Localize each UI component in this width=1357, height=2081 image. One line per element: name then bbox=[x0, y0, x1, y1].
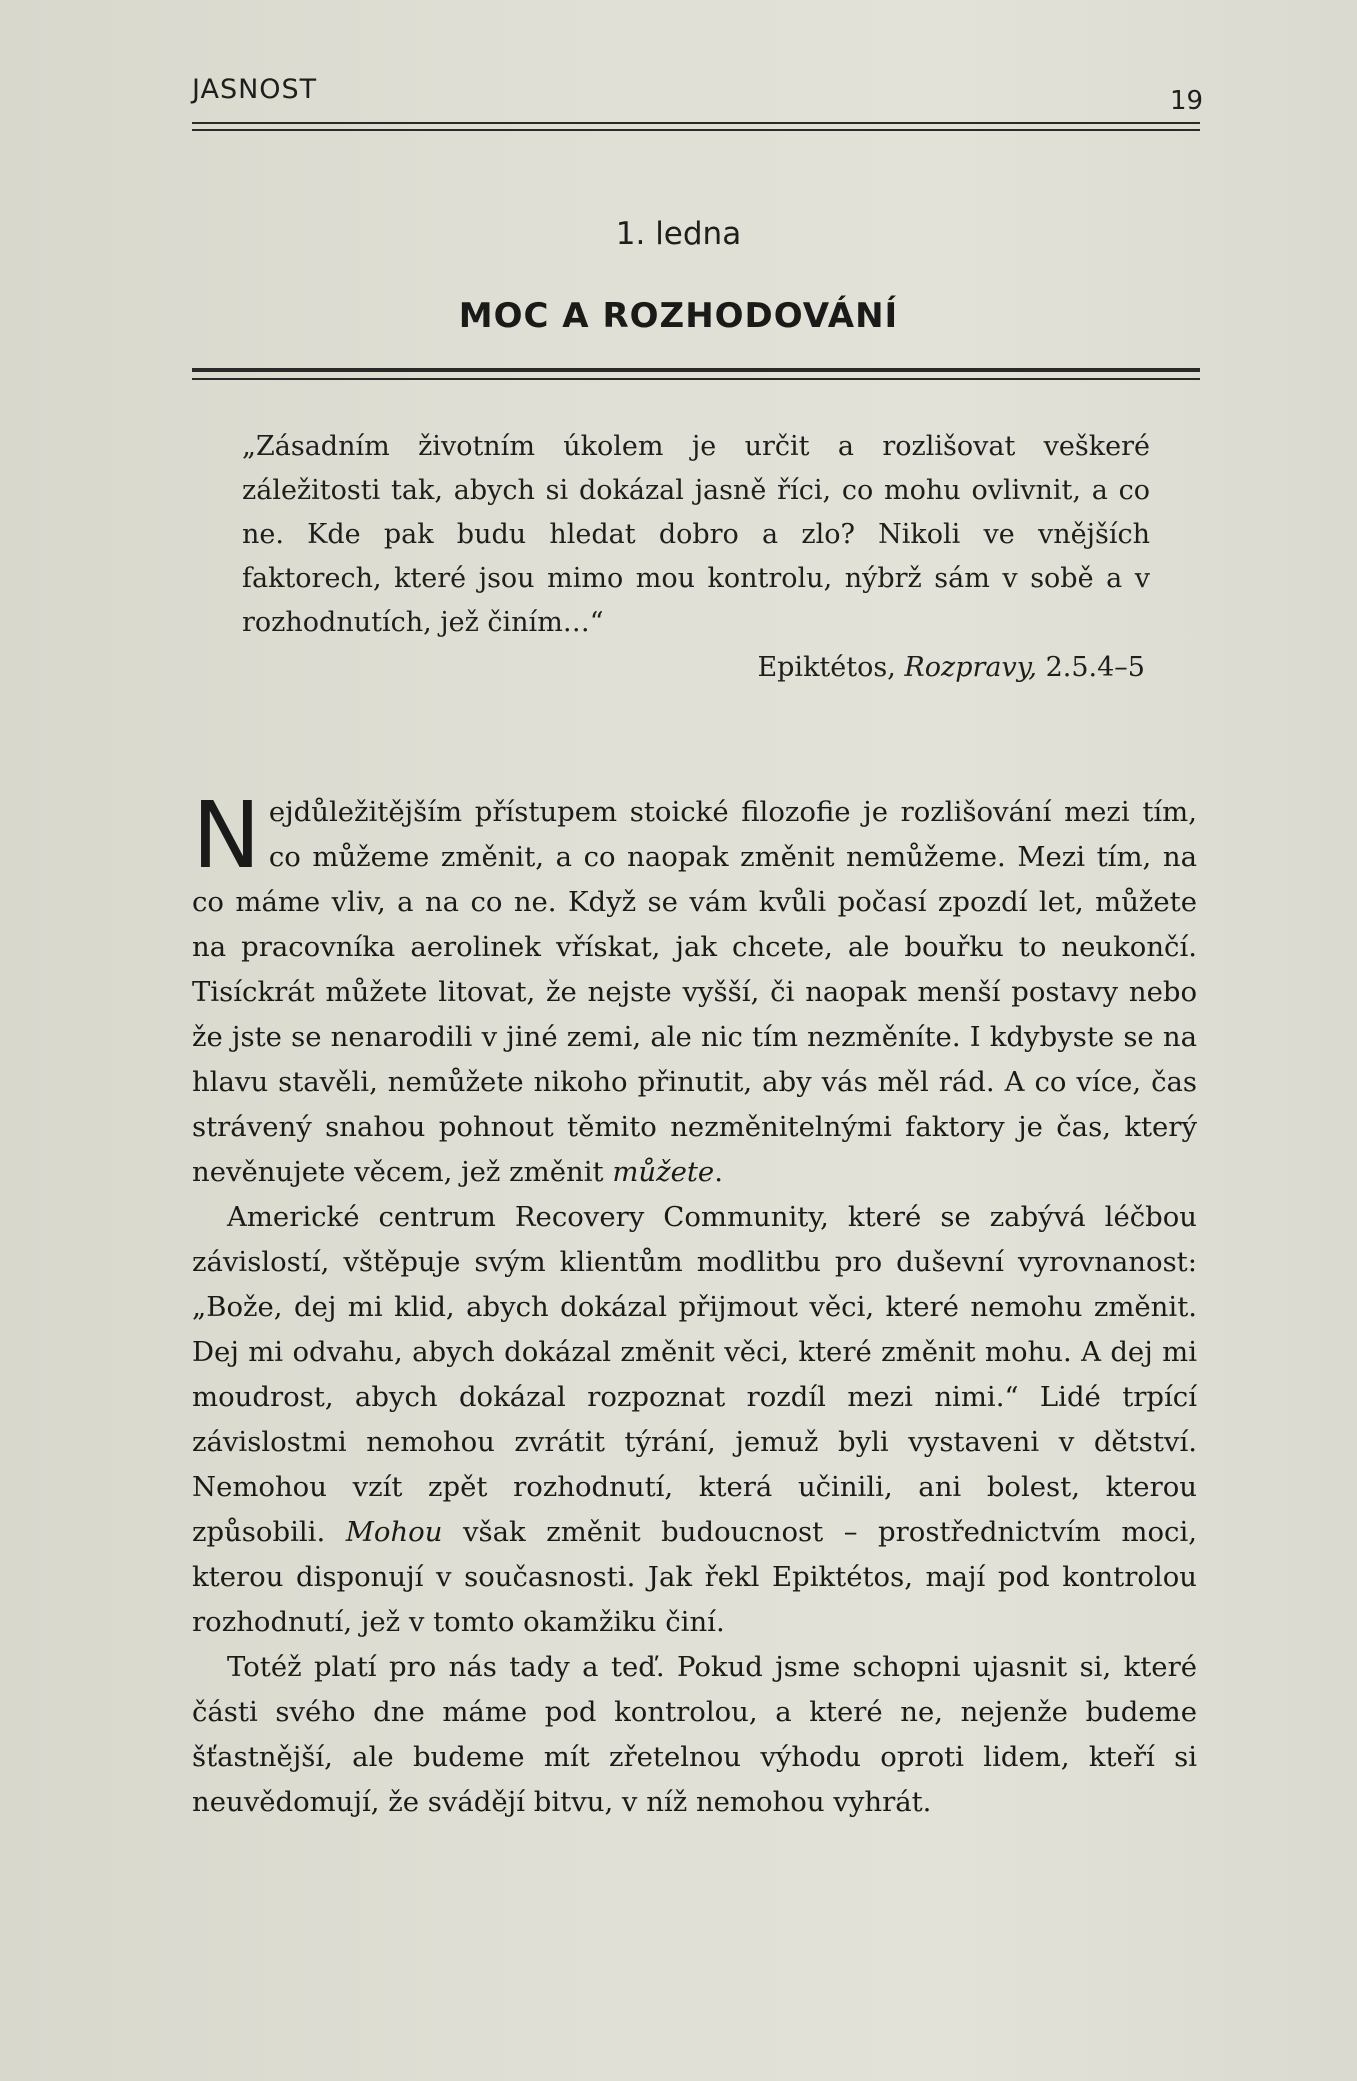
chapter-title: MOC A ROZHODOVÁNÍ bbox=[458, 296, 899, 336]
paragraph-2 bbox=[192, 1195, 1197, 1645]
epigraph-attribution bbox=[560, 652, 1145, 683]
body-text bbox=[192, 782, 1197, 1825]
paragraph-1-end: . bbox=[714, 1156, 723, 1188]
paragraph-2-end: však změnit budoucnost – prostřednictvím moci, kterou disponují v současnosti. Jak řekl Epiktétos, mají pod kontrolou rozhodnutí, jež v tomto okamžiku činí. bbox=[192, 1516, 1197, 1638]
paragraph-1-text: ejdůležitějším přístupem stoické filozofie je rozlišování mezi tím, co můžeme změnit, a co naopak změnit nemůžeme. Mezi tím, na co máme vliv, a na co ne. Když se vám kvůli počasí zpozdí let, můžete na pracovníka aerolinek vřískat, jak chcete, ale bouřku to neukončí. Tisíckrát můžete litovat, že nejste vyšší, či naopak menší postavy nebo že jste se nenarodili v jiné zemi, ale nic tím nezměníte. I kdybyste se na hlavu stavěli, nemůžete nikoho přinutit, aby vás měl rád. A co více, čas strávený snahou pohnout těmito nezměnitelnými faktory je čas, který nevěnujete věcem, jež změnit bbox=[192, 796, 1197, 1188]
header-rule-top bbox=[192, 122, 1200, 124]
epigraph-quote: „Zásadním životním úkolem je určit a rozlišovat veškeré záležitosti tak, abych si dokázal jasně říci, co mohu ovlivnit, a co ne. Kde pak budu hledat dobro a zlo? Nikoli ve vnějších faktorech, které jsou mimo mou kontrolu, nýbrž sám v sobě a v rozhodnutích, jež činím…“ bbox=[242, 431, 1150, 638]
attribution-reference: 2.5.4–5 bbox=[1045, 652, 1145, 683]
entry-date: 1. ledna bbox=[615, 216, 742, 252]
paragraph-3: Totéž platí pro nás tady a teď. Pokud jsme schopni ujasnit si, které části svého dne máme pod kontrolou, a které ne, nejenže budeme šťastnější, ale budeme mít zřetelnou výhodu oproti lidem, kteří si neuvědomují, že svádějí bitvu, v níž nemohou vyhrát. bbox=[192, 1651, 1197, 1818]
running-head-title: JASNOST bbox=[192, 74, 318, 105]
attribution-author: Epiktétos, bbox=[757, 652, 896, 683]
paragraph-2-text: Americké centrum Recovery Community, které se zabývá léčbou závislostí, vštěpuje svým klientům modlitbu pro duševní vyrovnanost: „Bože, dej mi klid, abych dokázal přijmout věci, které nemohu změnit. Dej mi odvahu, abych dokázal změnit věci, které změnit mohu. A dej mi moudrost, abych dokázal rozpoznat rozdíl mezi nimi.“ Lidé trpící závislostmi nemohou zvrátit týrání, jemuž byli vystaveni v dětství. Nemohou vzít zpět rozhodnutí, která učinili, ani bolest, kterou způsobili. bbox=[192, 1201, 1197, 1548]
drop-cap: N bbox=[192, 782, 261, 889]
title-rule-thin bbox=[192, 378, 1200, 380]
paragraph-1 bbox=[192, 782, 1197, 1195]
header-rule-bottom bbox=[192, 129, 1200, 131]
title-rule-thick bbox=[192, 368, 1200, 372]
paragraph-2-emphasis: Mohou bbox=[345, 1516, 443, 1548]
paragraph-1-emphasis: můžete bbox=[612, 1156, 715, 1188]
attribution-work: Rozpravy, bbox=[904, 652, 1038, 683]
page-number: 19 bbox=[1170, 86, 1204, 116]
